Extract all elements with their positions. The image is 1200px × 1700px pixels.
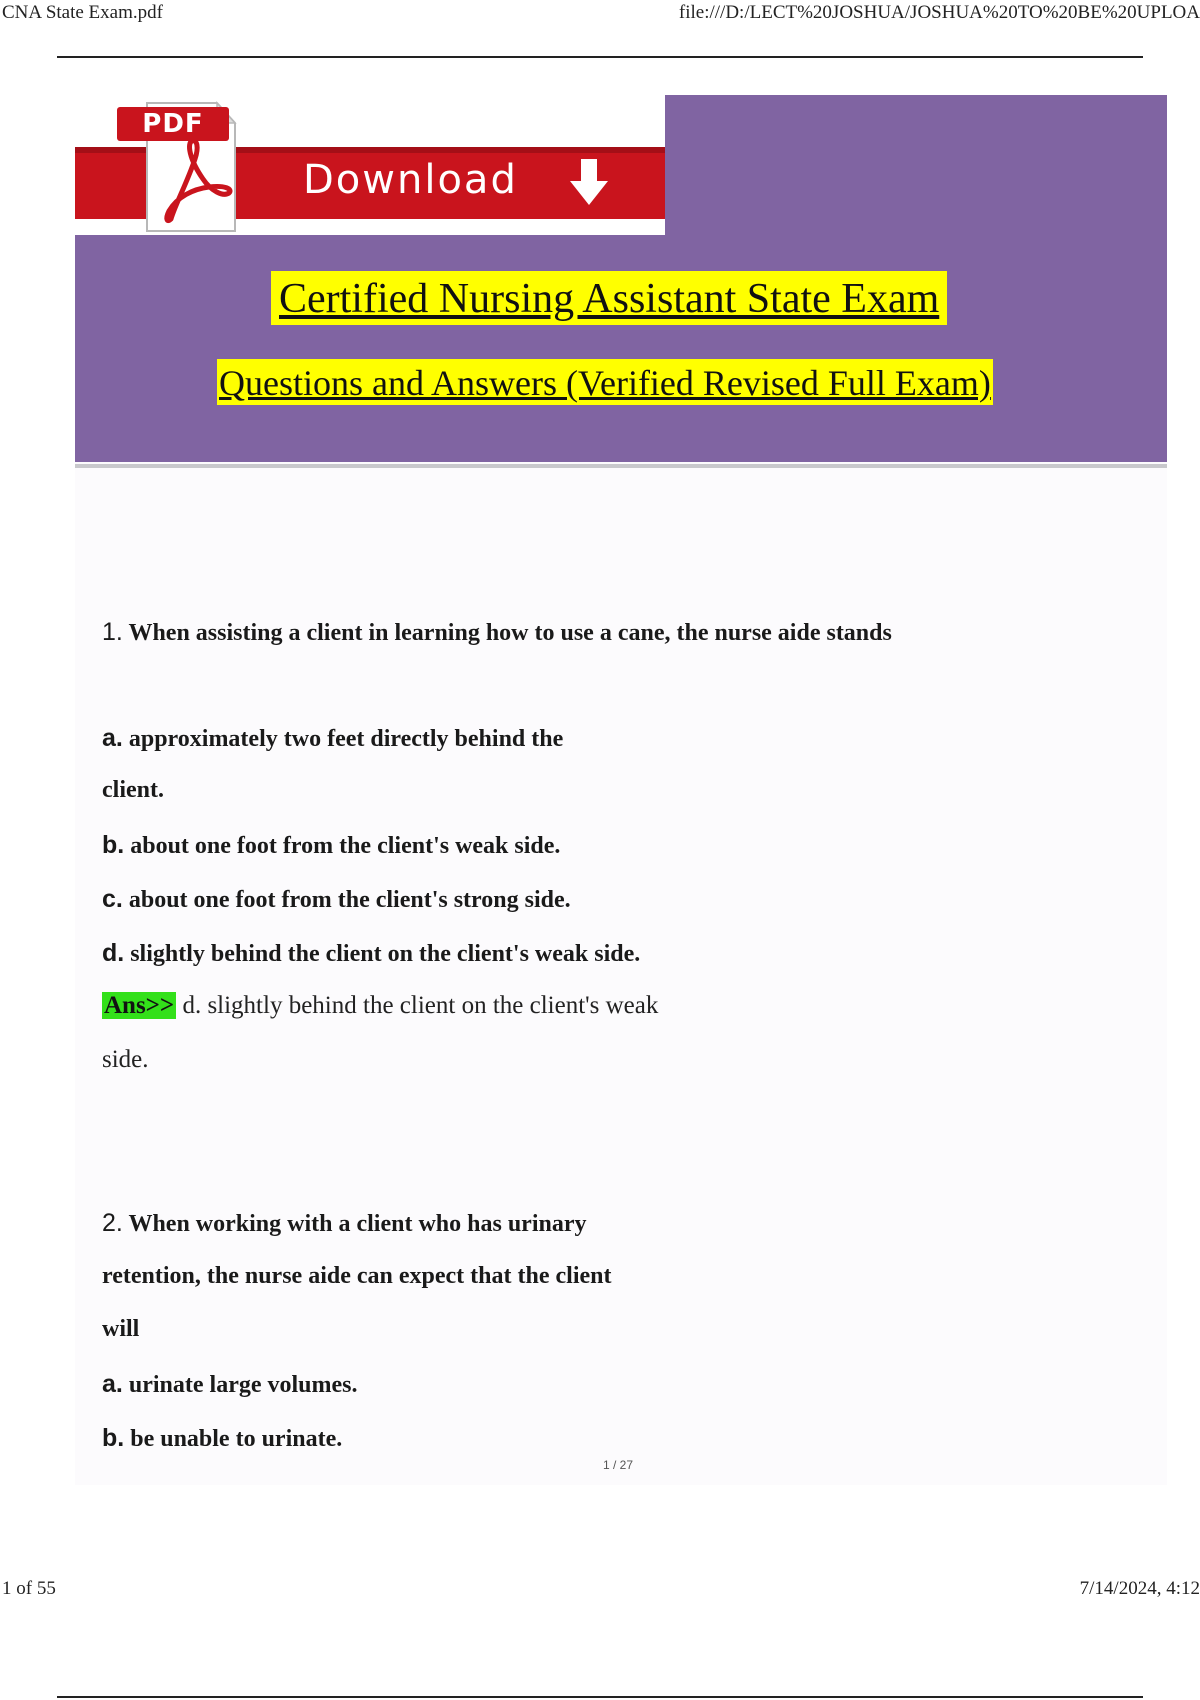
question-1-answer: Ans>> d. slightly behind the client on the client's weak — [104, 992, 659, 1019]
pdf-label: PDF — [117, 107, 229, 141]
pdf-page — [75, 95, 1167, 1485]
document-title: CNA State Exam.pdf — [2, 2, 163, 23]
question-1-option-a: a. approximately two feet directly behind the — [102, 724, 564, 752]
question-2-stem-line-3: will — [102, 1316, 140, 1342]
document-title-line-1: Certified Nursing Assistant State Exam — [271, 271, 947, 325]
question-text: When assisting a client in learning how to use a cane, the nurse aide stands — [128, 620, 892, 646]
page-indicator: 1 / 27 — [603, 1458, 634, 1472]
question-1-option-b: b. about one foot from the client's weak side. — [102, 831, 561, 859]
question-number: 1. — [102, 618, 123, 646]
answer-tag: Ans>> — [104, 992, 175, 1019]
pdf-file-icon — [113, 101, 237, 233]
question-1-answer-cont: side. — [102, 1046, 149, 1073]
question-1-option-d: d. slightly behind the client on the client's weak side. — [102, 939, 641, 967]
file-path: file:///D:/LECT%20JOSHUA/JOSHUA%20TO%20BE%20UPLOA — [678, 2, 1200, 23]
question-2-stem: 2. When working with a client who has urinary — [102, 1209, 587, 1237]
footer-divider — [57, 1696, 1143, 1698]
question-1-stem — [102, 618, 892, 647]
header-divider — [57, 56, 1143, 58]
download-arrow-icon — [568, 159, 610, 207]
print-header — [0, 0, 1200, 24]
print-page-count: 1 of 55 — [2, 1578, 56, 1599]
question-2-option-a: a. urinate large volumes. — [102, 1370, 358, 1398]
question-2-stem-line-2: retention, the nurse aide can expect that the client — [102, 1263, 612, 1289]
question-2-option-b: b. be unable to urinate. — [102, 1424, 343, 1452]
question-1-option-a-cont: client. — [102, 777, 164, 803]
download-label: Download — [303, 157, 518, 203]
question-1-option-c: c. about one foot from the client's strong side. — [102, 885, 571, 913]
question-number: 2. — [102, 1209, 123, 1237]
title-banner — [75, 95, 1167, 462]
print-timestamp: 7/14/2024, 4:12 — [1079, 1578, 1200, 1599]
document-title-line-2: Questions and Answers (Verified Revised Full Exam) — [217, 359, 993, 405]
